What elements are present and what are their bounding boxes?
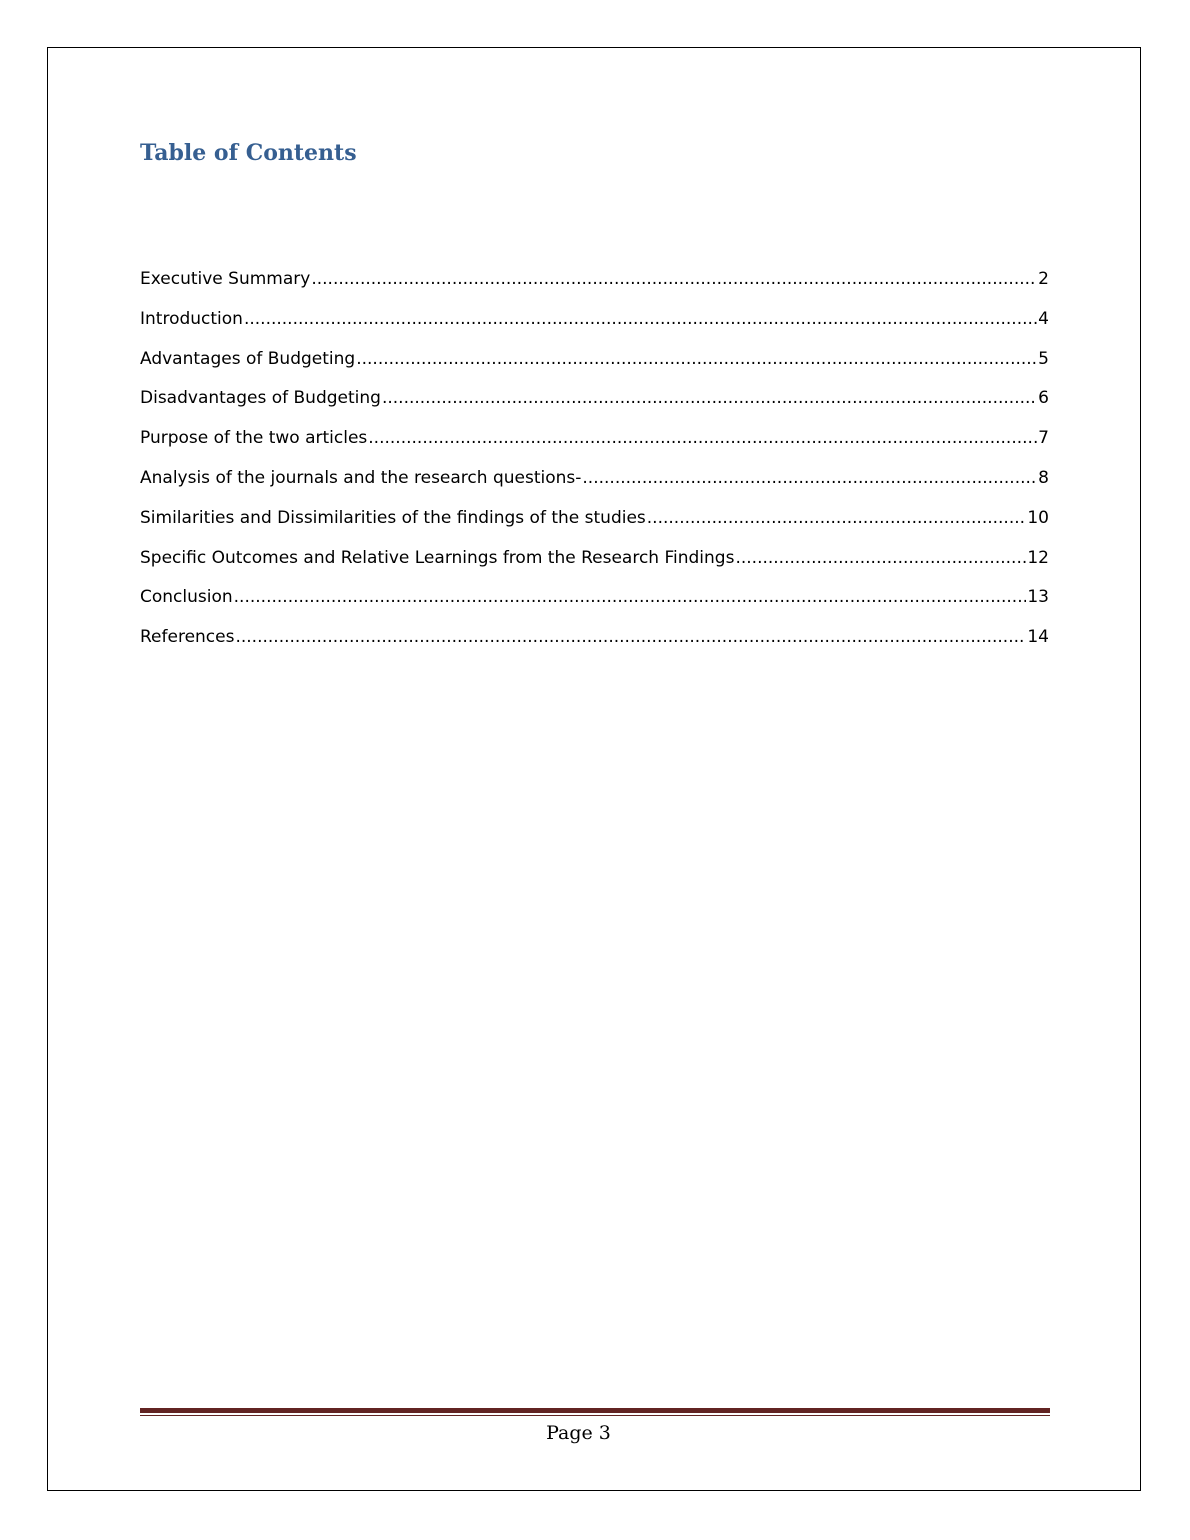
toc-entry-label: Disadvantages of Budgeting (140, 388, 381, 409)
toc-dot-leader (647, 507, 1027, 529)
toc-entry-label: Specific Outcomes and Relative Learnings from the Research Findings (140, 547, 735, 568)
toc-entry-introduction[interactable] (140, 308, 1049, 348)
toc-entry-label: Executive Summary (140, 269, 311, 289)
toc-entry-label: References (140, 627, 235, 648)
page-border (47, 47, 1141, 1491)
toc-dot-leader (235, 626, 1026, 648)
toc-dot-leader (735, 547, 1026, 569)
toc-dot-leader (582, 467, 1037, 489)
toc-entry-page: 5 (1038, 348, 1049, 369)
toc-entry-label: Advantages of Budgeting (140, 348, 356, 369)
toc-entry-page: 7 (1038, 428, 1049, 449)
toc-entry-label: Conclusion (140, 587, 233, 608)
toc-entry-label: Similarities and Dissimilarities of the findings of the studies (140, 507, 646, 528)
toc-entry-page: 13 (1027, 587, 1049, 608)
footer-page-number: Page 3 (546, 1422, 611, 1444)
toc-dot-leader (244, 308, 1037, 330)
toc-dot-leader (356, 348, 1037, 370)
toc-entry-page: 2 (1038, 269, 1049, 289)
toc-entry-analysis[interactable] (140, 467, 1049, 507)
toc-entry-page: 6 (1038, 388, 1049, 409)
toc-list (140, 268, 1049, 666)
toc-entry-references[interactable] (140, 626, 1049, 666)
toc-entry-executive-summary[interactable] (140, 268, 1049, 308)
toc-dot-leader (368, 427, 1037, 449)
toc-entry-label: Introduction (140, 308, 243, 329)
toc-entry-page: 12 (1027, 547, 1049, 568)
toc-dot-leader (311, 268, 1037, 290)
toc-entry-purpose[interactable] (140, 427, 1049, 467)
toc-dot-leader (234, 586, 1027, 608)
toc-entry-page: 4 (1038, 308, 1049, 329)
toc-entry-conclusion[interactable] (140, 586, 1049, 626)
footer-rule (140, 1408, 1050, 1413)
toc-entry-page: 10 (1027, 507, 1049, 528)
toc-entry-advantages[interactable] (140, 348, 1049, 388)
footer-rule-thin (140, 1415, 1050, 1416)
toc-entry-specific-outcomes[interactable] (140, 547, 1049, 587)
toc-entry-page: 8 (1038, 467, 1049, 488)
toc-entry-disadvantages[interactable] (140, 387, 1049, 427)
toc-dot-leader (382, 387, 1037, 409)
toc-entry-similarities[interactable] (140, 507, 1049, 547)
toc-entry-page: 14 (1027, 627, 1049, 648)
toc-entry-label: Purpose of the two articles (140, 428, 368, 449)
toc-entry-label: Analysis of the journals and the research questions- (140, 467, 582, 488)
toc-title: Table of Contents (140, 140, 357, 166)
